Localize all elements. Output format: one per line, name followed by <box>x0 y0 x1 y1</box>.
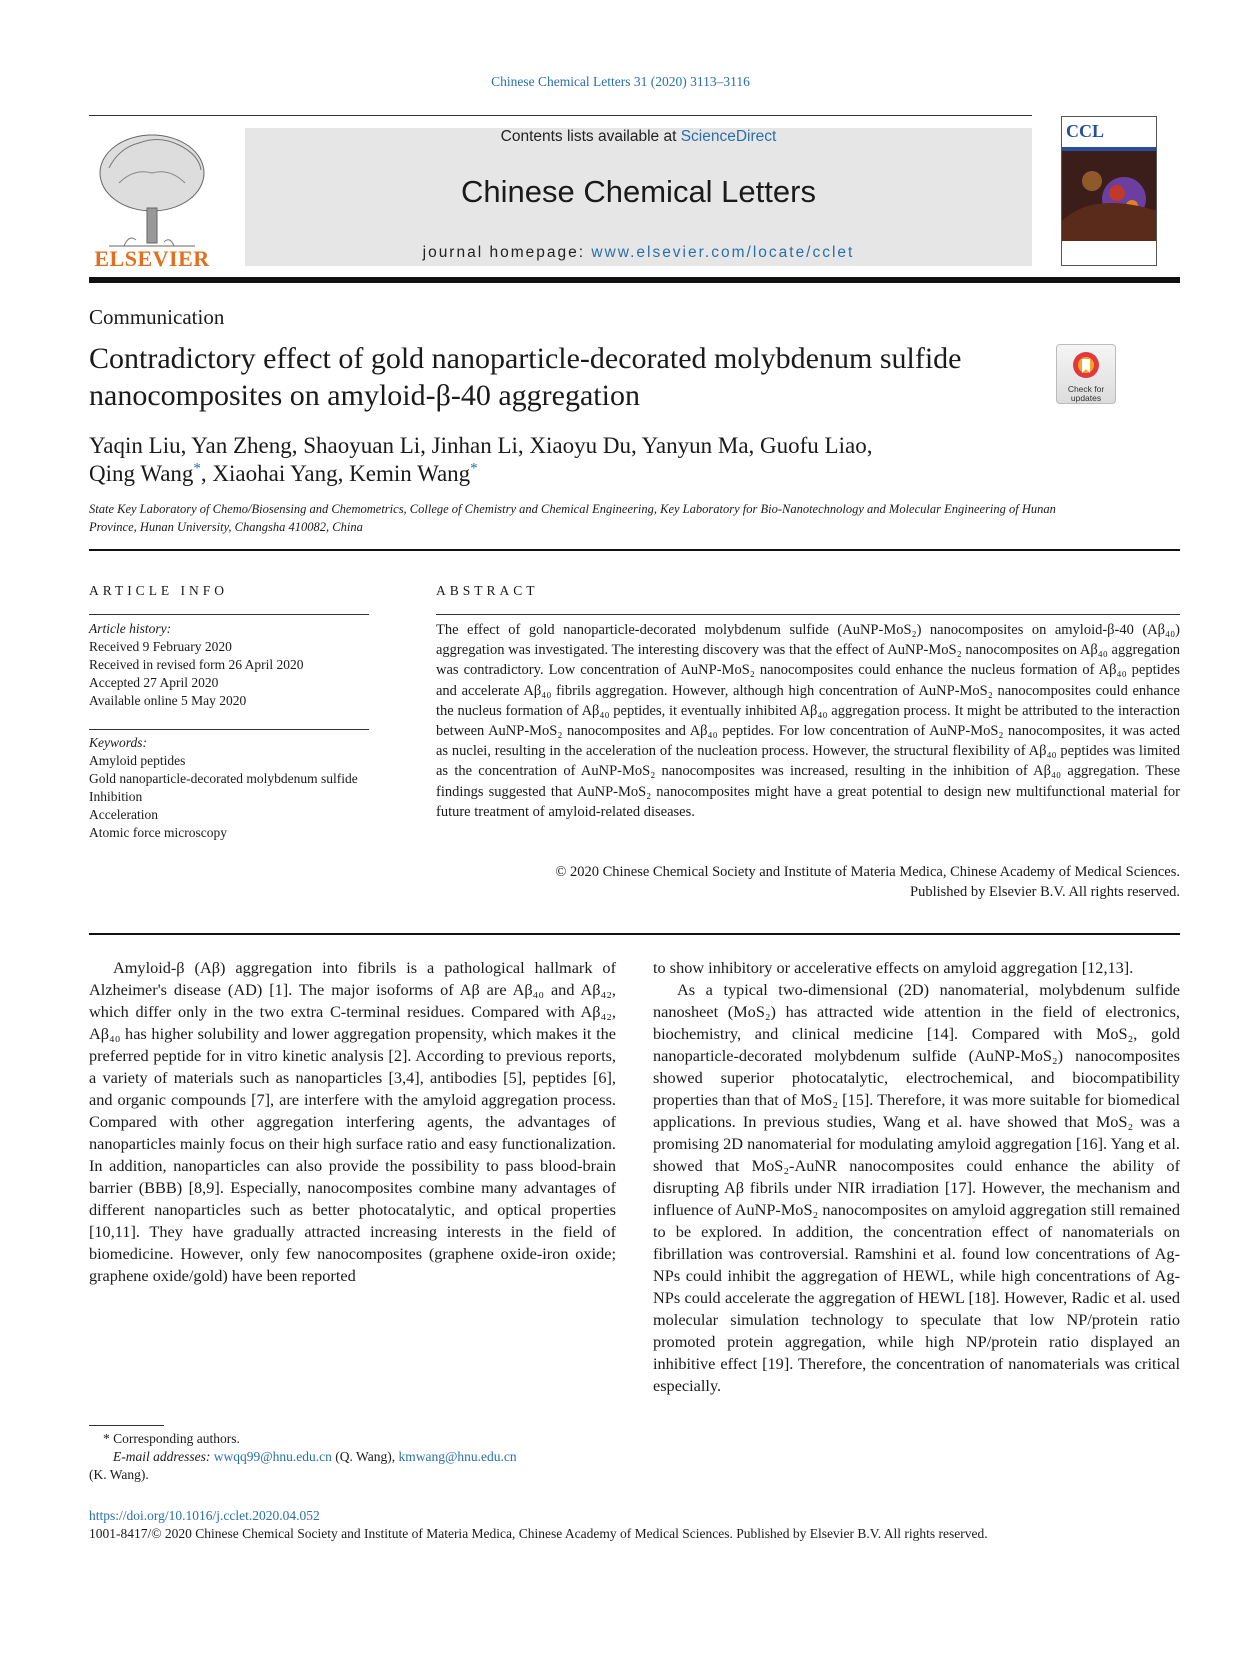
corresponding-marker[interactable]: * <box>470 460 478 477</box>
cover-artwork <box>1062 151 1157 241</box>
abstract-copyright <box>436 862 1180 902</box>
copyright-line-1: © 2020 Chinese Chemical Society and Institute of Materia Medica, Chinese Academy of Medical Sciences. <box>555 864 1180 880</box>
email-link-kwang[interactable]: kmwang@hnu.edu.cn <box>398 1449 517 1464</box>
keyword: Gold nanoparticle-decorated molybdenum sulfide <box>89 771 358 786</box>
keyword: Atomic force microscopy <box>89 825 227 840</box>
authors-line-1: Yaqin Liu, Yan Zheng, Shaoyuan Li, Jinhan Li, Xiaoyu Du, Yanyun Ma, Guofu Liao, <box>89 433 873 458</box>
authors-remaining: , Xiaohai Yang, Kemin Wang <box>200 461 471 486</box>
body-paragraph: As a typical two-dimensional (2D) nanomaterial, molybdenum sulfide nanosheet (MoS₂) has attracted wide attention in the field of electronics, biochemistry, and clinical medicine [14]. Compared with MoS₂, gold nanoparticle-decorated molybdenum sulfide (AuNP-MoS₂) nanocomposites showed superior photocatalytic, electrochemical, and biocompatibility properties than that of MoS₂ [15]. Therefore, it was more suitable for biomedical applications. In previous studies, Wang et al. have showed that MoS₂ was a promising 2D nanomaterial for modulating amyloid aggregation [16]. Yang et al. showed that MoS₂-AuNR nanocomposites could enhance the ability of disrupting Aβ fibrils under NIR irradiation [17]. However, the mechanism and influence of AuNP-MoS₂ nanocomposites on amyloid aggregation still remained to be explored. In addition, the concentration effect of nanomaterials on fibrillation was controversial. Ramshini et al. found low concentrations of Ag-NPs could inhibit the aggregation of HEWL, while high concentrations of Ag-NPs could accelerate the aggregation of HEWL [18]. However, Radic et al. used molecular simulation technology to speculate that low NP/protein ratio promoted protein aggregation, while high NP/protein ratio displayed an inhibitive effect [19]. Therefore, the concentration of nanomaterials was critical especially. <box>653 980 1180 1395</box>
issn-copyright: 1001-8417/© 2020 Chinese Chemical Society and Institute of Materia Medica, Chinese Academy of Medical Sciences. Published by Elsevier B.V. All rights reserved. <box>89 1526 988 1541</box>
affiliation: State Key Laboratory of Chemo/Biosensing and Chemometrics, College of Chemistry and Chemical Engineering, Key Laboratory for Bio-Nanotechnology and Molecular Engineering of Hunan Province, Hunan University, Changsha 410082, China <box>89 502 1056 534</box>
keyword: Amyloid peptides <box>89 753 186 768</box>
contents-prefix: Contents lists available at <box>500 128 681 145</box>
footnote-rule <box>89 1425 164 1426</box>
footnote <box>89 1430 619 1484</box>
cover-title: CCL <box>1062 117 1156 147</box>
author-qing-wang: Qing Wang <box>89 461 194 486</box>
header-thick-rule <box>89 277 1180 283</box>
info-rule <box>89 614 369 615</box>
elsevier-wordmark: ELSEVIER <box>94 246 210 271</box>
sciencedirect-link[interactable]: ScienceDirect <box>680 128 777 145</box>
homepage-line <box>245 244 1032 262</box>
keywords-label: Keywords: <box>89 735 147 750</box>
contents-line <box>245 128 1032 146</box>
email-label: E-mail addresses: <box>113 1449 214 1464</box>
check-for-updates-button[interactable] <box>1056 344 1116 404</box>
abstract-rule <box>436 614 1180 615</box>
info-rule <box>89 729 369 730</box>
history-item: Received 9 February 2020 <box>89 639 232 654</box>
check-updates-icon <box>1071 350 1101 380</box>
body-column-right <box>653 957 1180 1397</box>
email-owner: (K. Wang). <box>89 1467 149 1482</box>
article-type: Communication <box>89 305 225 329</box>
body-column-left <box>89 957 616 1287</box>
footnote-corresponding: * Corresponding authors. <box>103 1431 240 1446</box>
journal-name: Chinese Chemical Letters <box>461 174 816 209</box>
article-title: Contradictory effect of gold nanoparticle-decorated molybdenum sulfide nanocomposites on amyloid-β-40 aggregation <box>89 342 962 412</box>
abstract-text: The effect of gold nanoparticle-decorated molybdenum sulfide (AuNP-MoS₂) nanocomposites on amyloid-β-40 (Aβ₄₀) aggregation was investigated. The interesting discovery was that the effect of AuNP-MoS₂ nanocomposites on Aβ₄₀ aggregation was contradictory. Low concentration of AuNP-MoS₂ nanocomposites could enhance the nucleus formation of Aβ₄₀ peptides and accelerate Aβ₄₀ fibrils aggregation. However, although high concentration of AuNP-MoS₂ nanocomposites could enhance the nucleus formation of Aβ₄₀ peptides, it eventually inhibited Aβ₄₀ aggregation process. It might be attributed to the interaction between AuNP-MoS₂ nanocomposites and Aβ₄₀ peptides. For low concentration of AuNP-MoS₂ nanocomposites, it was acted as nuclei, resulting in the acceleration of the nucleation process. However, the structural flexibility of Aβ₄₀ peptides was limited as the concentration of AuNP-MoS₂ nanocomposites was increased, resulting in the inhibition of Aβ₄₀ aggregation. These findings suggested that AuNP-MoS₂ nanocomposites might have a great potential to design new multifunctional material for future treatment of amyloid-related diseases. <box>436 622 1180 820</box>
abstract-divider <box>89 933 1180 935</box>
author-list <box>89 432 1089 488</box>
running-head[interactable]: Chinese Chemical Letters 31 (2020) 3113–3116 <box>491 74 750 89</box>
homepage-link[interactable]: www.elsevier.com/locate/cclet <box>591 244 855 261</box>
body-paragraph: to show inhibitory or accelerative effects on amyloid aggregation [12,13]. <box>653 958 1134 977</box>
history-label: Article history: <box>89 621 172 636</box>
history-item: Available online 5 May 2020 <box>89 693 247 708</box>
cover-footer <box>1062 246 1156 260</box>
check-updates-label: Check for updates <box>1067 384 1105 403</box>
abstract-heading: ABSTRACT <box>436 583 539 598</box>
homepage-prefix: journal homepage: <box>422 244 592 261</box>
history-item: Received in revised form 26 April 2020 <box>89 657 304 672</box>
email-link-qwang[interactable]: wwqq99@hnu.edu.cn <box>213 1449 332 1464</box>
corresponding-marker[interactable]: * <box>193 460 201 477</box>
history-item: Accepted 27 April 2020 <box>89 675 219 690</box>
authors-line-2 <box>89 460 1089 488</box>
keyword: Acceleration <box>89 807 158 822</box>
doi-link[interactable]: https://doi.org/10.1016/j.cclet.2020.04.052 <box>89 1508 320 1523</box>
article-history <box>89 620 303 710</box>
keywords <box>89 734 379 842</box>
email-owner: (Q. Wang), <box>331 1449 399 1464</box>
keyword: Inhibition <box>89 789 143 804</box>
body-paragraph: Amyloid-β (Aβ) aggregation into fibrils is a pathological hallmark of Alzheimer's disease (AD) [1]. The major isoforms of Aβ are Aβ₄₀ and Aβ₄₂, which differ only in the two extra C-terminal residues. Compared with Aβ₄₂, Aβ₄₀ has higher solubility and lower aggregation propensity, which makes it the preferred peptide for in vitro kinetic analysis [2]. According to previous reports, a variety of materials such as nanoparticles [3,4], antibodies [5], peptides [6], and organic compounds [7], are interfere with the amyloid aggregation process. Compared with other aggregation interfering agents, the advantages of nanoparticles mainly focus on their high surface ratio and easy functionalization. In addition, nanoparticles can also provide the possibility to pass blood-brain barrier (BBB) [8,9]. Especially, nanocomposites combine many advantages of different nanoparticles such as better photocatalytic, and optical properties [10,11]. They have gradually attracted increasing interests in the field of biomedicine. However, only few nanocomposites (graphene oxide-iron oxide; graphene oxide/gold) have been reported <box>89 958 616 1285</box>
journal-cover-thumbnail[interactable] <box>1061 116 1157 266</box>
header-rule <box>89 115 1032 116</box>
copyright-line-2: Published by Elsevier B.V. All rights reserved. <box>910 884 1180 900</box>
title-divider <box>89 549 1180 551</box>
article-info-heading: ARTICLE INFO <box>89 583 229 598</box>
